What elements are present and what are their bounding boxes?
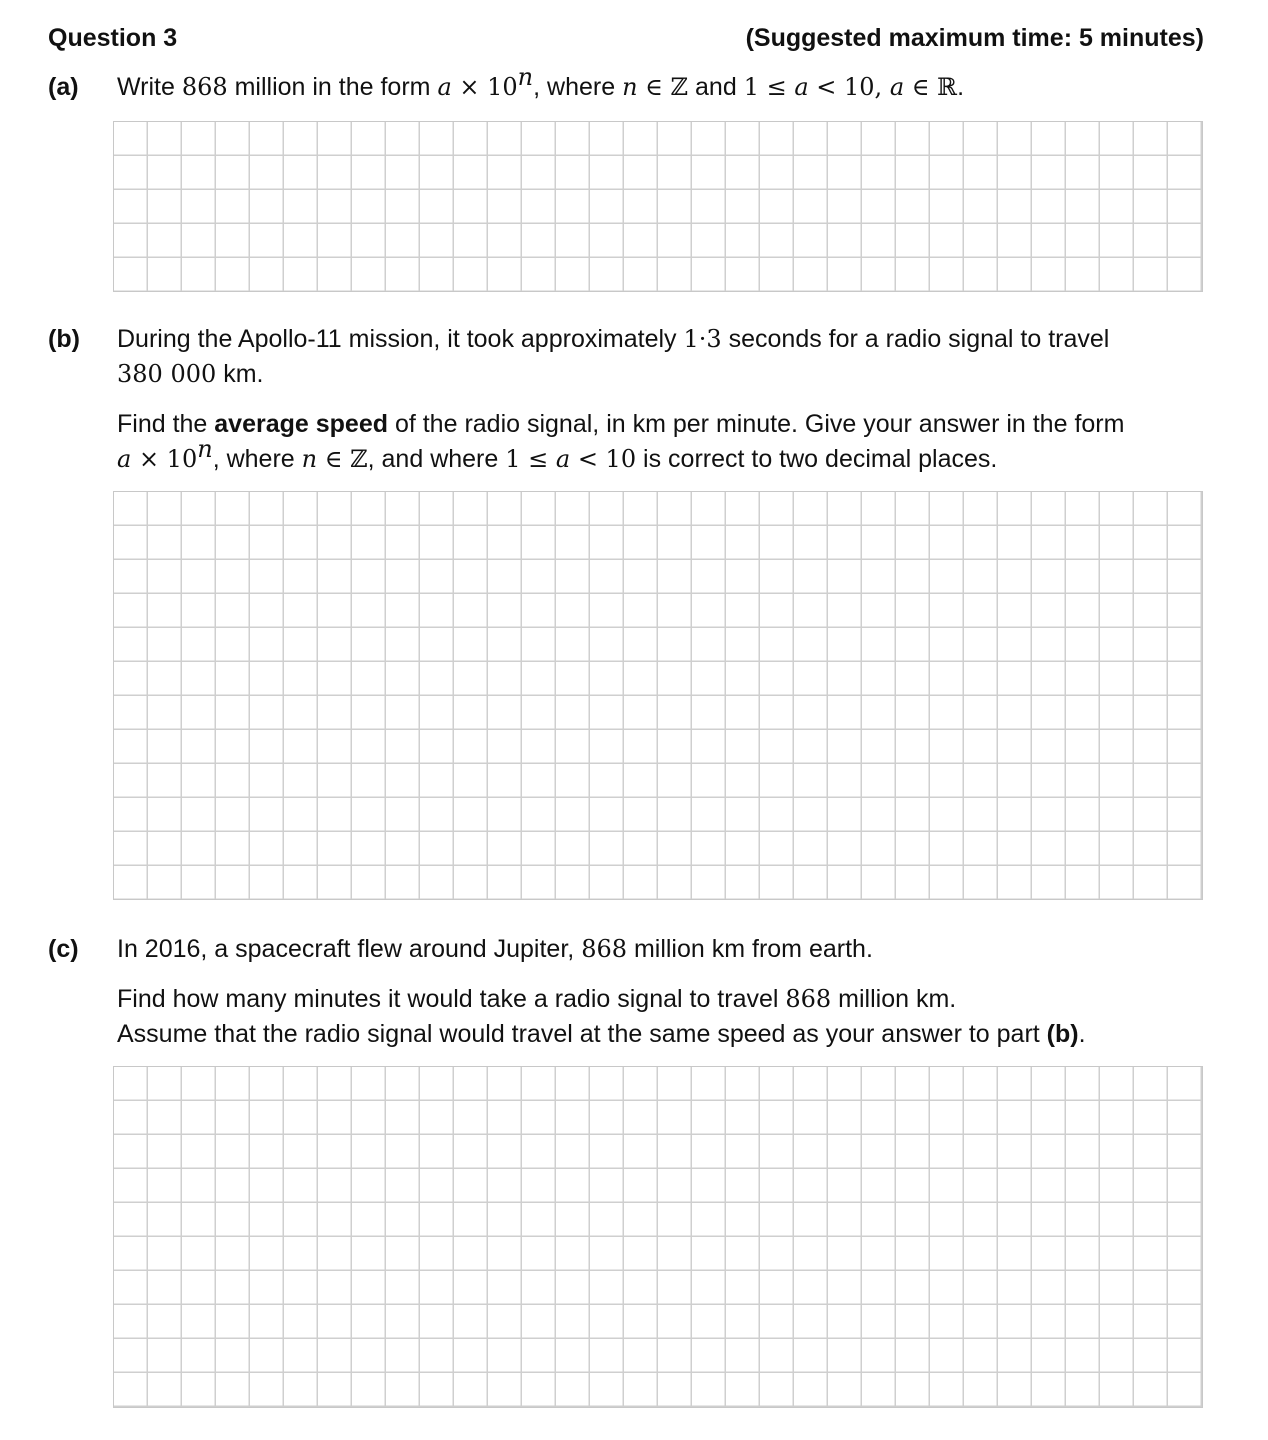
question-title: Question 3 xyxy=(48,24,178,52)
part-b-line-1: During the Apollo-11 mission, it took approximately 1·3 seconds for a radio signal to travel xyxy=(117,325,1110,353)
answer-grid-c[interactable] xyxy=(113,1066,1203,1408)
part-b-line-3: Find the average speed of the radio signal, in km per minute. Give your answer in the form xyxy=(117,410,1125,438)
part-b-label: (b) xyxy=(48,325,80,353)
part-b-line-2: 380 000 km. xyxy=(117,360,264,388)
part-a-label: (a) xyxy=(48,73,79,101)
part-c-line-1: In 2016, a spacecraft flew around Jupiter, 868 million km from earth. xyxy=(117,935,873,963)
answer-grid-b[interactable] xyxy=(113,491,1203,900)
part-a-question: Write 868 million in the form $a \times 10^n$, where n ∈ ℤ and 1 ≤ a < 10, a ∈ ℝ. xyxy=(117,63,965,101)
part-c-line-3: Assume that the radio signal would travel at the same speed as your answer to part (b). xyxy=(117,1020,1086,1048)
part-c-label: (c) xyxy=(48,935,79,963)
part-b-line-4: $a \times 10^n$, where n ∈ ℤ, and where 1 ≤ a < 10 is correct to two decimal places. xyxy=(117,435,998,473)
part-c-line-2: Find how many minutes it would take a radio signal to travel 868 million km. xyxy=(117,985,957,1013)
answer-grid-a[interactable] xyxy=(113,121,1203,292)
time-note: (Suggested maximum time: 5 minutes) xyxy=(745,24,1204,52)
